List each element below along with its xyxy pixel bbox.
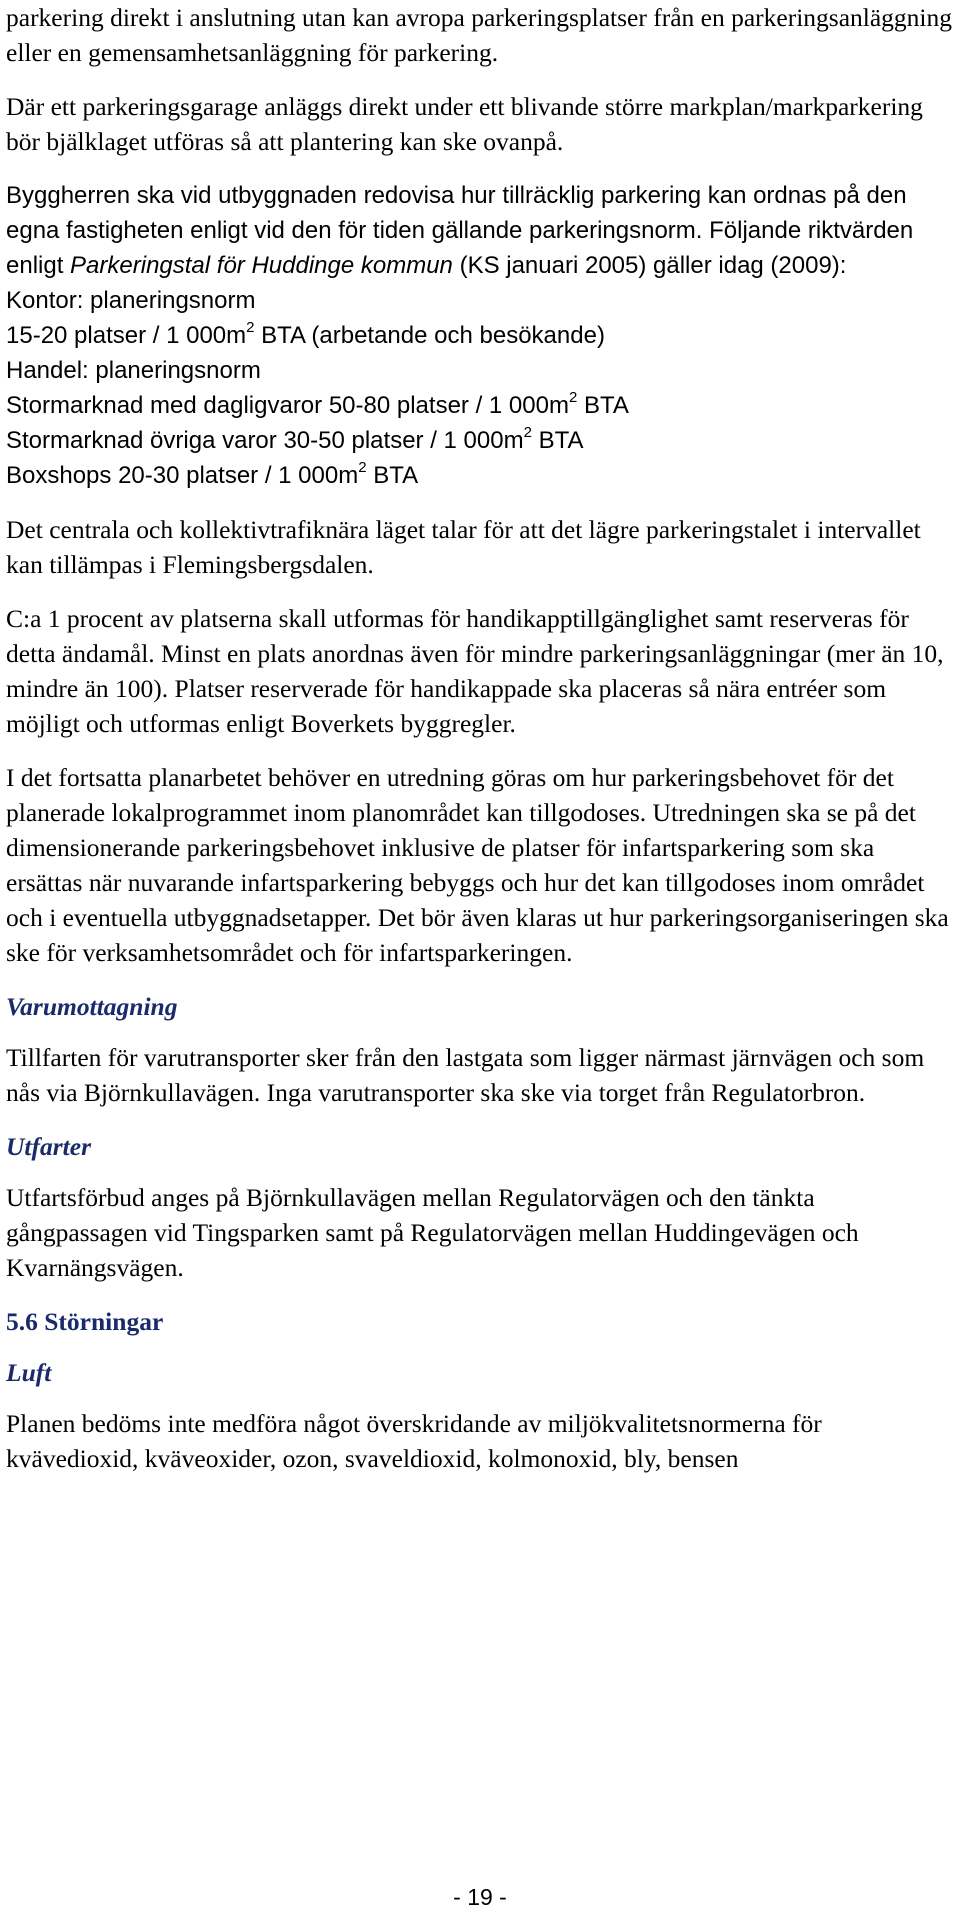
handel-norm-line: Stormarknad med dagligvaror 50-80 platser / 1 $000m^2$ BTA xyxy=(6,389,629,419)
paragraph-utfarter: Utfartsförbud anges på Björnkullavägen mellan Regulatorvägen och den tänkta gångpassagen vid Tingsparken samt på Regulatorvägen mellan Huddingevägen och Kvarnängsvägen. xyxy=(6,1183,859,1282)
kontor-norm-line: 15-20 platser / 1 $000m^2$ BTA (arbetande och besökande) xyxy=(6,319,605,349)
handel-norm-line: Boxshops 20-30 platser / 1 $000m^2$ BTA xyxy=(6,459,419,489)
heading-utfarter: Utfarter xyxy=(6,1132,91,1161)
paragraph-parking-garage: Där ett parkeringsgarage anläggs direkt under ett blivande större markplan/markparkering bör bjälklaget utföras så att plantering kan ske ovanpå. xyxy=(6,92,923,156)
byggherren-text: Byggherren ska vid utbyggnaden redovisa hur tillräcklig parkering kan ordnas på den egna fastigheten enligt vid den för tiden gällande parkeringsnorm. xyxy=(6,182,907,244)
riktvarden-intro: Följande riktvärden enligt xyxy=(6,217,914,279)
riktvarden-source: (KS januari 2005) gäller idag (2009): xyxy=(452,252,847,279)
handel-norm-line: Stormarknad övriga varor 30-50 platser / 1 $000m^2$ BTA xyxy=(6,424,584,454)
paragraph-parking-avrop: parkering direkt i anslutning utan kan avropa parkeringsplatser från en parkeringsanläggning eller en gemensamhetsanläggning för parkering. xyxy=(6,3,953,67)
paragraph-utredning: I det fortsatta planarbetet behöver en utredning göras om hur parkeringsbehovet för det planerade lokalprogrammet inom planområdet kan tillgodoses. Utredningen ska se på det dimensionerande parkeringsbehovet inklusive de platser för infartsparkering som ska ersättas när nuvarande infartsparkering bebyggs och hur det kan tillgodoses inom området och i eventuella utbyggnadsetapper. Det bör även klaras ut hur parkeringsorganiseringen ska ske för verksamhetsområdet och för infartsparkeringen. xyxy=(6,763,949,967)
document-page xyxy=(6,0,954,1476)
parkeringstal-reference: Parkeringstal för Huddinge kommun xyxy=(70,252,453,279)
paragraph-luft: Planen bedöms inte medföra något överskridande av miljökvalitetsnormerna för kvävedioxid, kväveoxider, ozon, svaveldioxid, kolmonoxid, bly, bensen xyxy=(6,1409,822,1473)
paragraph-handikapp: C:a 1 procent av platserna skall utformas för handikapptillgänglighet samt reserveras för detta ändamål. Minst en plats anordnas även för mindre parkeringsanläggningar (mer än 10, mindre än 100). Platser reserverade för handikappade ska placeras så nära entréer som möjligt och utformas enligt Boverkets byggregler. xyxy=(6,604,944,738)
paragraph-byggherren xyxy=(6,178,954,283)
handel-label: Handel: planeringsnorm xyxy=(6,357,261,384)
heading-section-5-6: 5.6 Störningar xyxy=(6,1307,164,1336)
page-number: - 19 - xyxy=(453,1884,507,1910)
heading-varumottagning: Varumottagning xyxy=(6,992,178,1021)
paragraph-lagre-parkeringstal: Det centrala och kollektivtrafiknära läget talar för att det lägre parkeringstalet i intervallet kan tillämpas i Flemingsbergsdalen. xyxy=(6,515,921,579)
heading-luft: Luft xyxy=(6,1358,52,1387)
paragraph-varumottagning: Tillfarten för varutransporter sker från den lastgata som ligger närmast järnvägen och som nås via Björnkullavägen. Inga varutransporter ska ske via torget från Regulatorbron. xyxy=(6,1043,925,1107)
kontor-label: Kontor: planeringsnorm xyxy=(6,287,256,314)
